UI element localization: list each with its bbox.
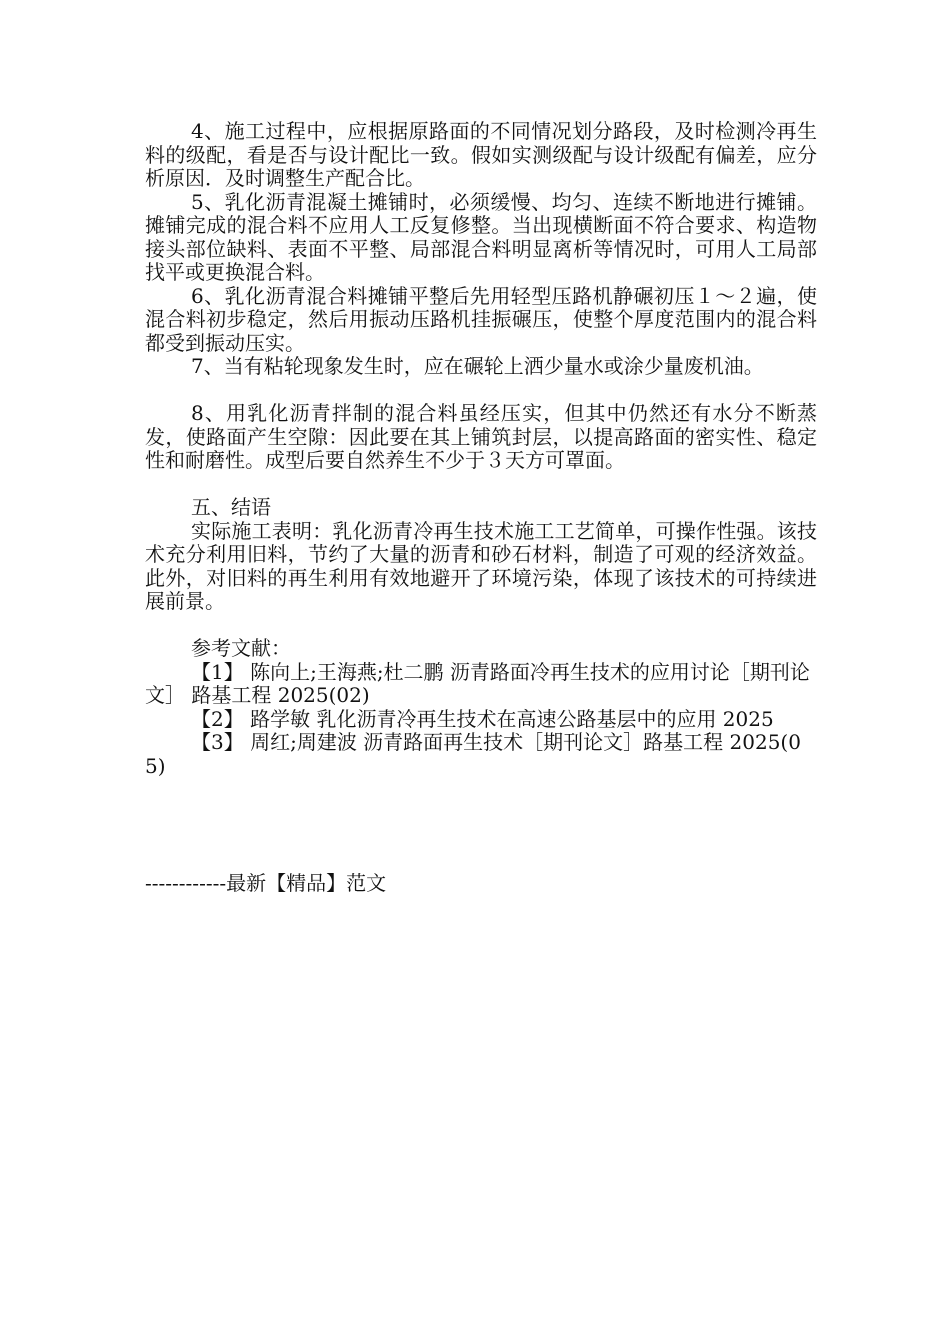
paragraph-5: 5、乳化沥青混凝土摊铺时，必须缓慢、均匀、连续不断地进行摊铺。摊铺完成的混合料不应用人工反复修整。当出现横断面不符合要求、构造物接头部位缺料、表面不平整、局部混合料明显离析等情况时，可用人工局部找平或更换混合料。 bbox=[145, 189, 817, 284]
paragraph-4: 4、施工过程中，应根据原路面的不同情况划分路段，及时检测冷再生料的级配，看是否与设计配比一致。假如实测级配与设计级配有偏差，应分析原因．及时调整生产配合比。 bbox=[145, 119, 817, 190]
conclusion-paragraph: 实际施工表明：乳化沥青冷再生技术施工工艺简单，可操作性强。该技术充分利用旧料，节约了大量的沥青和砂石材料，制造了可观的经济效益。此外，对旧料的再生利用有效地避开了环境污染，体现了该技术的可持续进展前景。 bbox=[145, 518, 817, 613]
spacer bbox=[145, 379, 817, 403]
reference-item-3: 【3】 周红;周建波 沥青路面再生技术［期刊论文］路基工程 2025(05) bbox=[145, 730, 801, 778]
spacer bbox=[145, 614, 817, 638]
paragraph-6: 6、乳化沥青混合料摊铺平整后先用轻型压路机静碾初压１～２遍，使混合料初步稳定，然后用振动压路机挂振碾压，使整个厚度范围内的混合料都受到振动压实。 bbox=[145, 283, 817, 355]
footer-tagline: ------------最新【精品】范文 bbox=[145, 871, 387, 895]
references-label: 参考文献： bbox=[191, 636, 291, 660]
document-page bbox=[145, 120, 817, 778]
paragraph-8: 8、用乳化沥青拌制的混合料虽经压实，但其中仍然还有水分不断蒸发，使路面产生空隙：因此要在其上铺筑封层，以提高路面的密实性、稳定性和耐磨性。成型后要自然养生不少于３天方可罩面。 bbox=[145, 401, 817, 472]
paragraph-7: 7、当有粘轮现象发生时，应在碾轮上洒少量水或涂少量废机油。 bbox=[191, 354, 764, 378]
reference-item-2: 【2】 路学敏 乳化沥青冷再生技术在高速公路基层中的应用 2025 bbox=[191, 706, 774, 731]
section-heading-conclusion: 五、结语 bbox=[191, 495, 271, 519]
spacer bbox=[145, 473, 817, 497]
reference-item-1: 【1】 陈向上;王海燕;杜二鹏 沥青路面冷再生技术的应用讨论［期刊论文］ 路基工程 2025(02) bbox=[145, 659, 810, 707]
